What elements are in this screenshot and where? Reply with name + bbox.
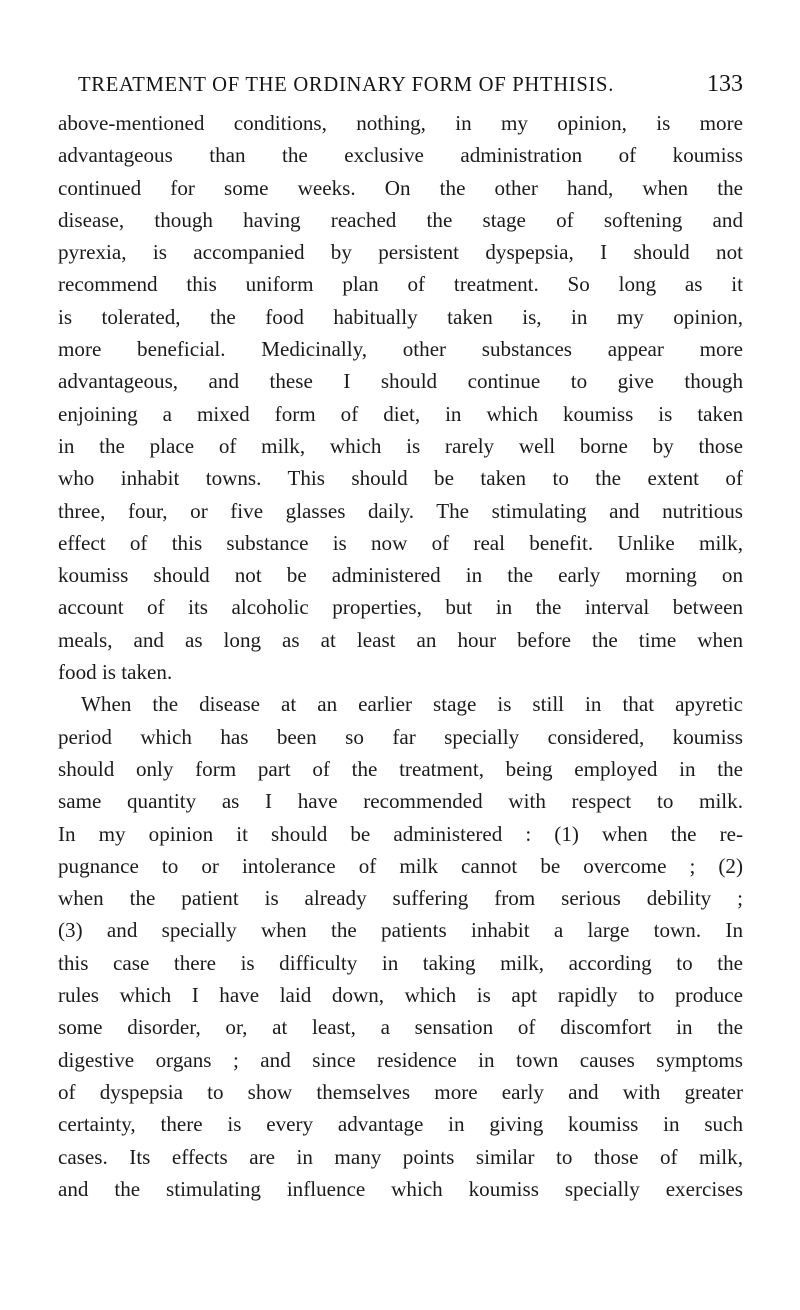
text-line: period which has been so far specially considered, koumiss	[58, 724, 743, 749]
text-line: effect of this substance is now of real benefit. Unlike milk,	[58, 530, 743, 555]
text-line: advantageous, and these I should continue to give though	[58, 369, 743, 394]
text-line: same quantity as I have recommended with respect to milk.	[58, 789, 743, 814]
text-line: in the place of milk, which is rarely well borne by those	[58, 433, 743, 458]
text-line: recommend this uniform plan of treatment. So long as it	[58, 272, 743, 297]
paragraph-2	[58, 688, 743, 1205]
text-line: more beneficial. Medicinally, other substances appear more	[58, 337, 743, 362]
text-line: disease, though having reached the stage of softening and	[58, 207, 743, 232]
text-line: is tolerated, the food habitually taken is, in my opinion,	[58, 304, 743, 329]
text-line: who inhabit towns. This should be taken to the extent of	[58, 466, 743, 491]
text-line: When the disease at an earlier stage is still in that apyretic	[81, 692, 743, 717]
page-number: 133	[707, 71, 743, 97]
text-line: digestive organs ; and since residence in town causes symptoms	[58, 1047, 743, 1072]
text-line: food is taken.	[58, 660, 173, 685]
text-line: of dyspepsia to show themselves more early and with greater	[58, 1079, 743, 1104]
running-head	[58, 72, 743, 96]
text-line: koumiss should not be administered in the early morning on	[58, 563, 743, 588]
text-line: some disorder, or, at least, a sensation of discomfort in the	[58, 1015, 743, 1040]
text-line: enjoining a mixed form of diet, in which koumiss is taken	[58, 401, 743, 426]
text-line: cases. Its effects are in many points similar to those of milk,	[58, 1144, 743, 1169]
text-line: this case there is difficulty in taking milk, according to the	[58, 950, 743, 975]
text-line: rules which I have laid down, which is apt rapidly to produce	[58, 983, 743, 1008]
text-line: continued for some weeks. On the other hand, when the	[58, 175, 743, 200]
text-line: and the stimulating influence which koumiss specially exercises	[58, 1176, 743, 1201]
text-line: certainty, there is every advantage in giving koumiss in such	[58, 1112, 743, 1137]
text-line: three, four, or five glasses daily. The stimulating and nutritious	[58, 498, 743, 523]
paragraph-1	[58, 107, 743, 688]
text-line: In my opinion it should be administered : (1) when the re-	[58, 821, 743, 846]
text-line: advantageous than the exclusive administration of koumiss	[58, 143, 743, 168]
text-line: pugnance to or intolerance of milk cannot be overcome ; (2)	[58, 853, 743, 878]
text-line: when the patient is already suffering from serious debility ;	[58, 886, 743, 911]
text-line: meals, and as long as at least an hour before the time when	[58, 627, 743, 652]
text-line: pyrexia, is accompanied by persistent dyspepsia, I should not	[58, 240, 743, 265]
text-line: account of its alcoholic properties, but in the interval between	[58, 595, 743, 620]
text-line: (3) and specially when the patients inhabit a large town. In	[58, 918, 743, 943]
text-line: should only form part of the treatment, being employed in the	[58, 756, 743, 781]
text-line: above-mentioned conditions, nothing, in my opinion, is more	[58, 111, 743, 135]
running-title: TREATMENT OF THE ORDINARY FORM OF PHTHISIS.	[78, 74, 615, 96]
